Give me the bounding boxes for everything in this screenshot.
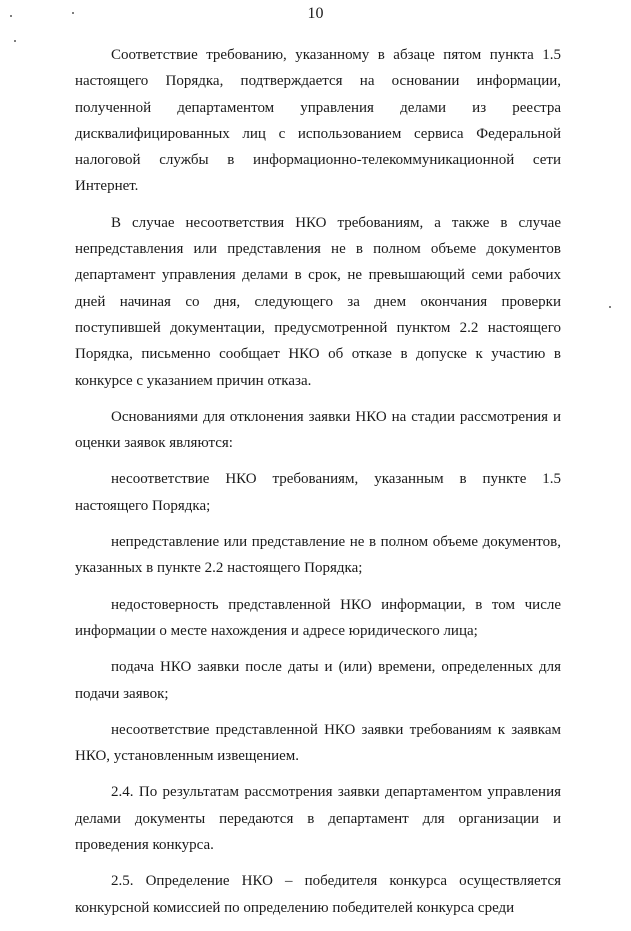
paragraph: 2.5. Определение НКО – победителя конкурса осуществляется конкурсной комиссией по определению победителей конкурса среди xyxy=(75,873,561,916)
paragraph: Соответствие требованию, указанному в абзаце пятом пункта 1.5 настоящего Порядка, подтверждается на основании информации, полученной департаментом управления делами из реестра дисквалифицированных лиц с использованием сервиса Федеральной налоговой службы в информационно-телекоммуникационной сети Интернет. xyxy=(75,47,561,195)
page-number: 10 xyxy=(307,5,324,22)
paragraph: недостоверность представленной НКО информации, в том числе информации о месте нахождения и адресе юридического лица; xyxy=(75,596,561,639)
paragraph: 2.4. По результатам рассмотрения заявки департаментом управления делами документы передаются в департамент для организации и проведения конкурса. xyxy=(75,784,561,854)
paragraph: Основаниями для отклонения заявки НКО на стадии рассмотрения и оценки заявок являются: xyxy=(75,408,561,452)
paragraph: несоответствие НКО требованиям, указанным в пункте 1.5 настоящего Порядка; xyxy=(75,471,561,514)
paragraph: непредставление или представление не в полном объеме документов, указанных в пункте 2.2 настоящего Порядка; xyxy=(75,534,561,577)
paragraph: В случае несоответствия НКО требованиям, а также в случае непредставления или представления не в полном объеме документов департамент управления делами в срок, не превышающий семи рабочих дней начиная со дня, следующего за днем окончания проверки поступившей документации, предусмотренной пунктом 2.2 настоящего Порядка, письменно сообщает НКО об отказе в допуске к участию в конкурсе с указанием причин отказа. xyxy=(75,214,561,389)
scan-speck xyxy=(609,306,611,308)
document-body xyxy=(75,42,561,931)
scan-speck xyxy=(14,40,16,42)
paragraph: несоответствие представленной НКО заявки требованиям к заявкам НКО, установленным извещением. xyxy=(75,721,561,765)
paragraph: подача НКО заявки после даты и (или) времени, определенных для подачи заявок; xyxy=(75,659,561,702)
